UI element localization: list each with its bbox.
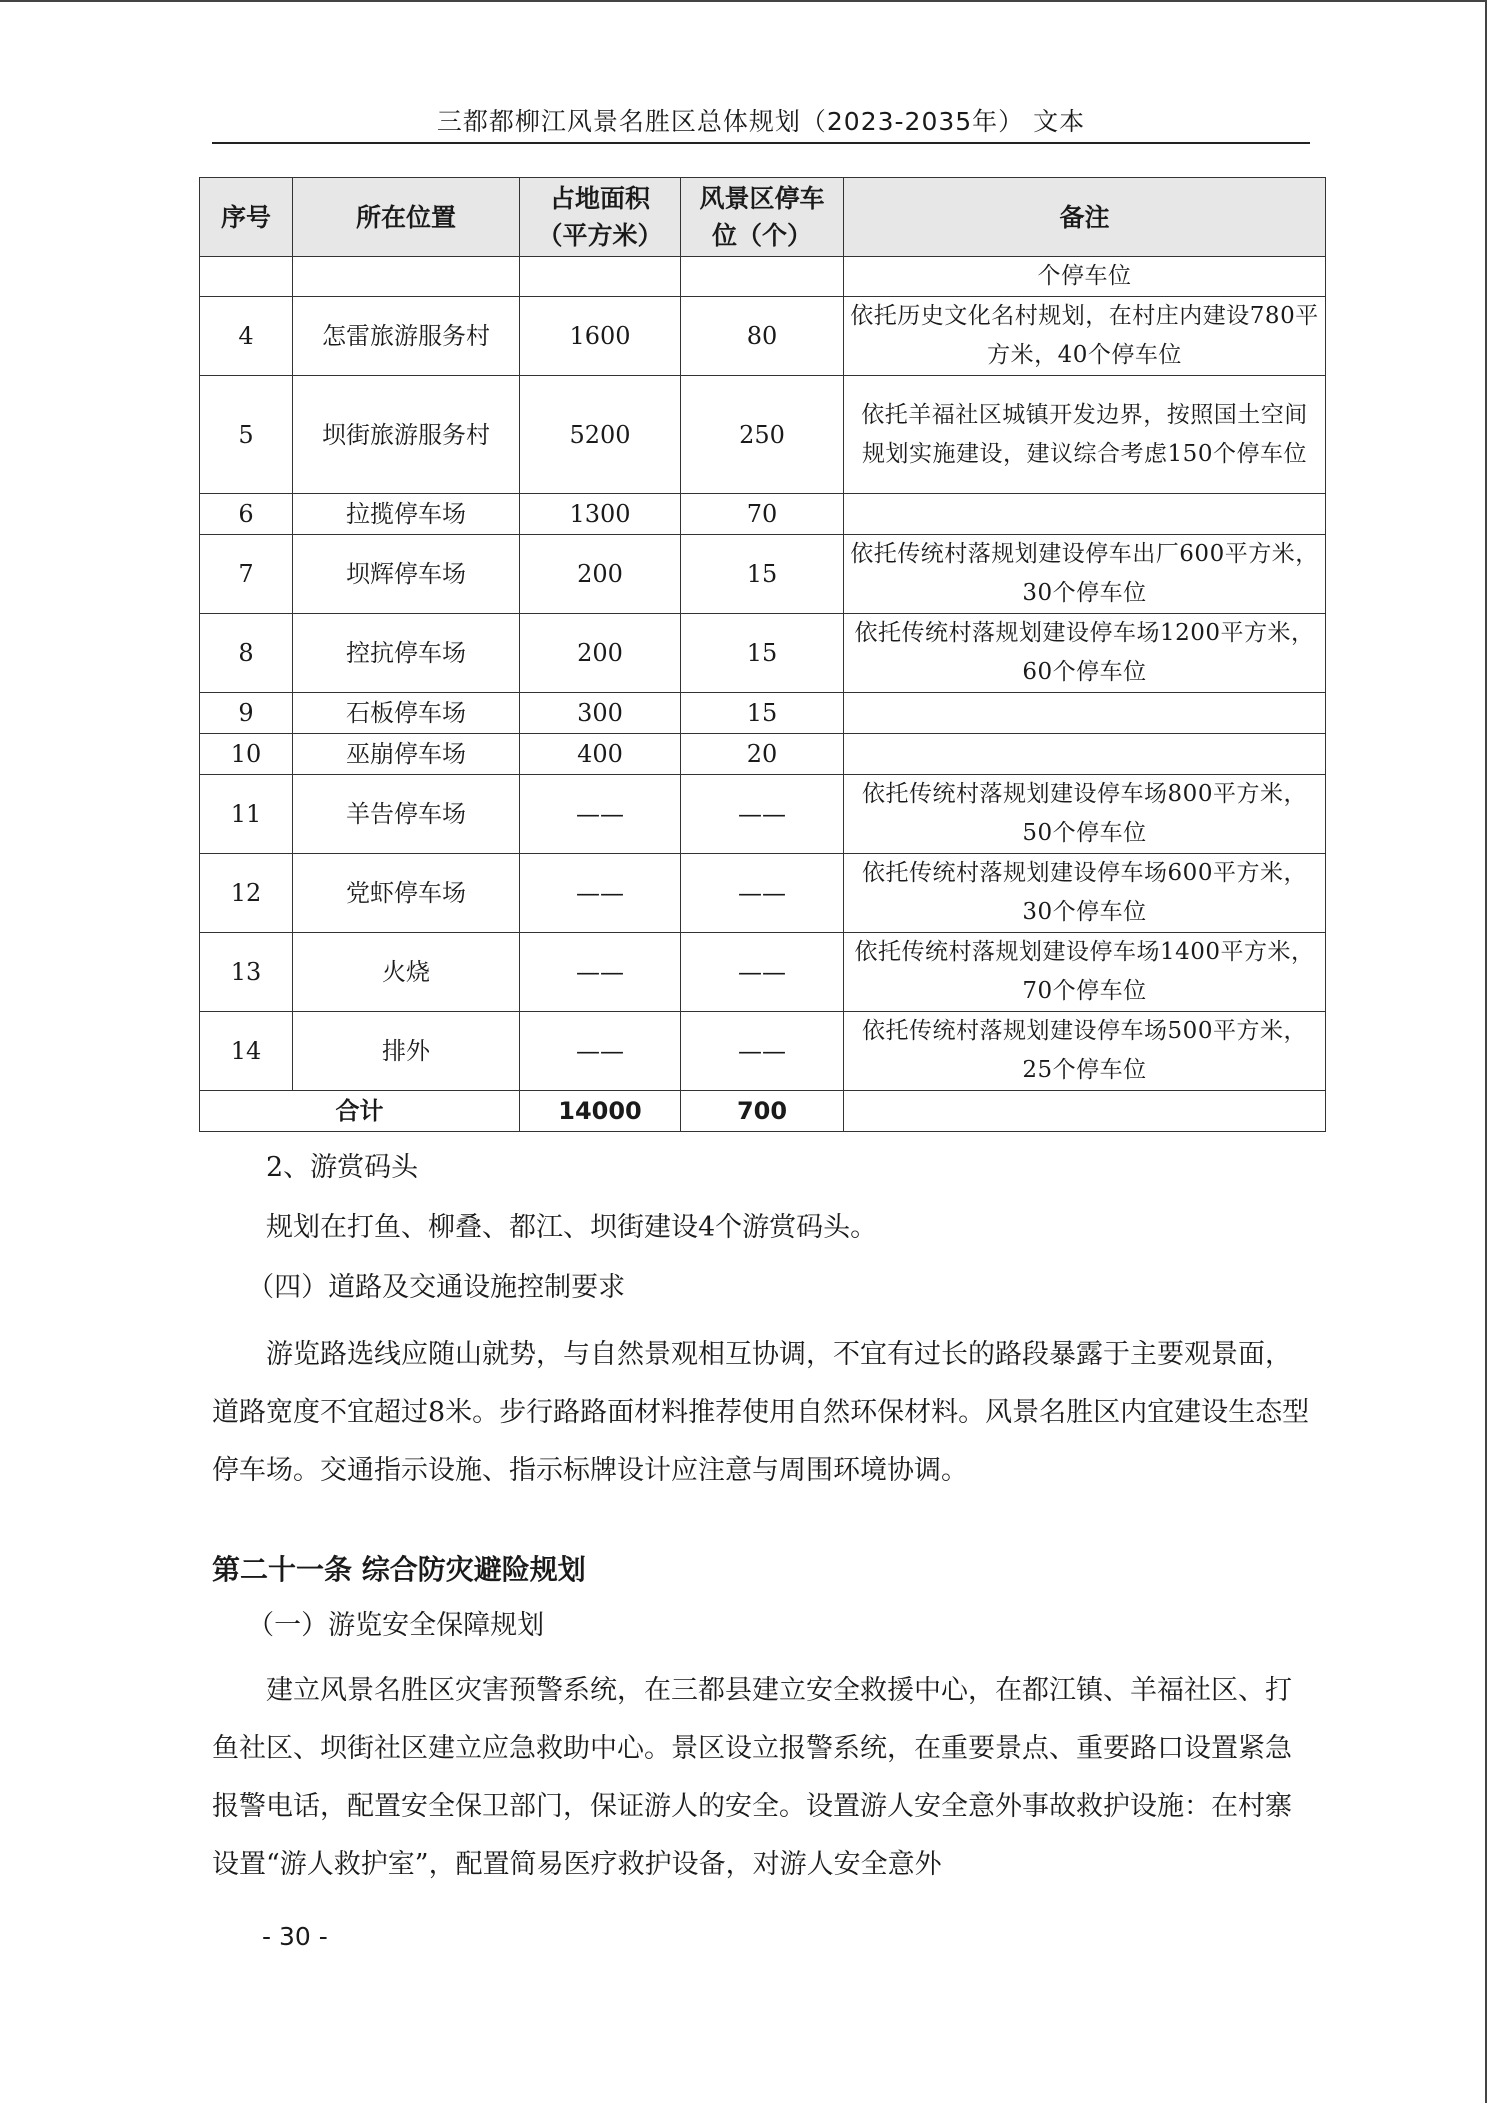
cell-note: 依托传统村落规划建设停车场1200平方米，60个停车位 (844, 614, 1326, 693)
cell-location: 党虾停车场 (293, 854, 520, 933)
cell-location: 拉揽停车场 (293, 494, 520, 535)
pier-heading: 2、游赏码头 (266, 1152, 419, 1183)
cell-area: 300 (520, 693, 681, 734)
cell-spaces: 250 (681, 376, 844, 494)
pier-text: 规划在打鱼、柳叠、都江、坝街建设4个游赏码头。 (266, 1212, 878, 1243)
cell-area: —— (520, 854, 681, 933)
cell-location: 怎雷旅游服务村 (293, 297, 520, 376)
cell-no (200, 257, 293, 297)
table-header-row (200, 178, 1326, 257)
cell-spaces: 80 (681, 297, 844, 376)
col-header-area-line2: （平方米） (537, 221, 663, 250)
cell-note: 依托历史文化名村规划，在村庄内建设780平方米，40个停车位 (844, 297, 1326, 376)
cell-no: 8 (200, 614, 293, 693)
body-section-lower (212, 1604, 1310, 1894)
cell-location: 坝辉停车场 (293, 535, 520, 614)
cell-no: 6 (200, 494, 293, 535)
cell-no: 5 (200, 376, 293, 494)
cell-spaces (681, 257, 844, 297)
cell-no: 4 (200, 297, 293, 376)
cell-area: 200 (520, 614, 681, 693)
cell-location: 石板停车场 (293, 693, 520, 734)
cell-area: 5200 (520, 376, 681, 494)
page-number: - 30 - (262, 1922, 328, 1951)
cell-area: —— (520, 775, 681, 854)
cell-note: 依托传统村落规划建设停车场800平方米，50个停车位 (844, 775, 1326, 854)
road-text: 游览路选线应随山就势，与自然景观相互协调，不宜有过长的路段暴露于主要观景面，道路宽度不宜超过8米。步行路路面材料推荐使用自然环保材料。风景名胜区内宜建设生态型停车场。交通指示设施、指示标牌设计应注意与周围环境协调。 (212, 1339, 1310, 1486)
body-section-upper (212, 1146, 1310, 1500)
cell-area (520, 257, 681, 297)
cell-total-area: 14000 (520, 1091, 681, 1132)
cell-area: 400 (520, 734, 681, 775)
cell-area: 200 (520, 535, 681, 614)
cell-location: 火烧 (293, 933, 520, 1012)
cell-spaces: —— (681, 933, 844, 1012)
cell-location: 控抗停车场 (293, 614, 520, 693)
col-header-note: 备注 (844, 178, 1326, 257)
table-row (200, 257, 1326, 297)
cell-note: 个停车位 (844, 257, 1326, 297)
cell-spaces: 15 (681, 693, 844, 734)
table-row (200, 734, 1326, 775)
cell-spaces: 70 (681, 494, 844, 535)
safety-text: 建立风景名胜区灾害预警系统，在三都县建立安全救援中心，在都江镇、羊福社区、打鱼社区、坝街社区建立应急救助中心。景区设立报警系统，在重要景点、重要路口设置紧急报警电话，配置安全保卫部门，保证游人的安全。设置游人安全意外事故救护设施：在村寨设置“游人救护室”，配置简易医疗救护设备，对游人安全意外 (212, 1675, 1292, 1880)
table-row (200, 933, 1326, 1012)
cell-no: 7 (200, 535, 293, 614)
cell-spaces: 20 (681, 734, 844, 775)
col-header-no: 序号 (200, 178, 293, 257)
cell-area: 1600 (520, 297, 681, 376)
cell-location: 羊告停车场 (293, 775, 520, 854)
cell-note (844, 494, 1326, 535)
article-title: 第二十一条 综合防灾避险规划 (212, 1553, 586, 1586)
cell-note: 依托传统村落规划建设停车出厂600平方米，30个停车位 (844, 535, 1326, 614)
cell-total-note (844, 1091, 1326, 1132)
table-row (200, 614, 1326, 693)
cell-spaces: —— (681, 854, 844, 933)
cell-spaces: —— (681, 775, 844, 854)
cell-location: 坝街旅游服务村 (293, 376, 520, 494)
cell-area: 1300 (520, 494, 681, 535)
safety-heading: （一）游览安全保障规划 (247, 1610, 545, 1641)
cell-note (844, 734, 1326, 775)
cell-area: —— (520, 933, 681, 1012)
col-header-spaces-line2: 位（个） (711, 221, 812, 250)
cell-note: 依托传统村落规划建设停车场1400平方米，70个停车位 (844, 933, 1326, 1012)
cell-location (293, 257, 520, 297)
page-header: 三都都柳江风景名胜区总体规划（2023-2035年） 文本 (436, 107, 1086, 136)
table-row (200, 535, 1326, 614)
cell-no: 14 (200, 1012, 293, 1091)
table-row (200, 775, 1326, 854)
col-header-area (520, 178, 681, 257)
table-row (200, 854, 1326, 933)
col-header-spaces-line1: 风景区停车 (699, 184, 825, 213)
cell-no: 12 (200, 854, 293, 933)
table-row (200, 494, 1326, 535)
parking-table (199, 177, 1326, 1132)
table-row (200, 1012, 1326, 1091)
header-rule (212, 142, 1310, 144)
cell-no: 13 (200, 933, 293, 1012)
table-row (200, 693, 1326, 734)
cell-no: 9 (200, 693, 293, 734)
cell-spaces: —— (681, 1012, 844, 1091)
cell-location: 巫崩停车场 (293, 734, 520, 775)
cell-spaces: 15 (681, 535, 844, 614)
cell-no: 11 (200, 775, 293, 854)
cell-no: 10 (200, 734, 293, 775)
cell-area: —— (520, 1012, 681, 1091)
col-header-location: 所在位置 (293, 178, 520, 257)
cell-location: 排外 (293, 1012, 520, 1091)
cell-total-label: 合计 (200, 1091, 520, 1132)
cell-spaces: 15 (681, 614, 844, 693)
col-header-area-line1: 占地面积 (549, 184, 650, 213)
road-heading: （四）道路及交通设施控制要求 (247, 1272, 626, 1303)
table-total-row (200, 1091, 1326, 1132)
cell-total-spaces: 700 (681, 1091, 844, 1132)
cell-note (844, 693, 1326, 734)
col-header-spaces (681, 178, 844, 257)
cell-note: 依托传统村落规划建设停车场600平方米，30个停车位 (844, 854, 1326, 933)
cell-note: 依托羊福社区城镇开发边界，按照国土空间规划实施建设，建议综合考虑150个停车位 (844, 376, 1326, 494)
cell-note: 依托传统村落规划建设停车场500平方米，25个停车位 (844, 1012, 1326, 1091)
table-row (200, 297, 1326, 376)
table-row (200, 376, 1326, 494)
